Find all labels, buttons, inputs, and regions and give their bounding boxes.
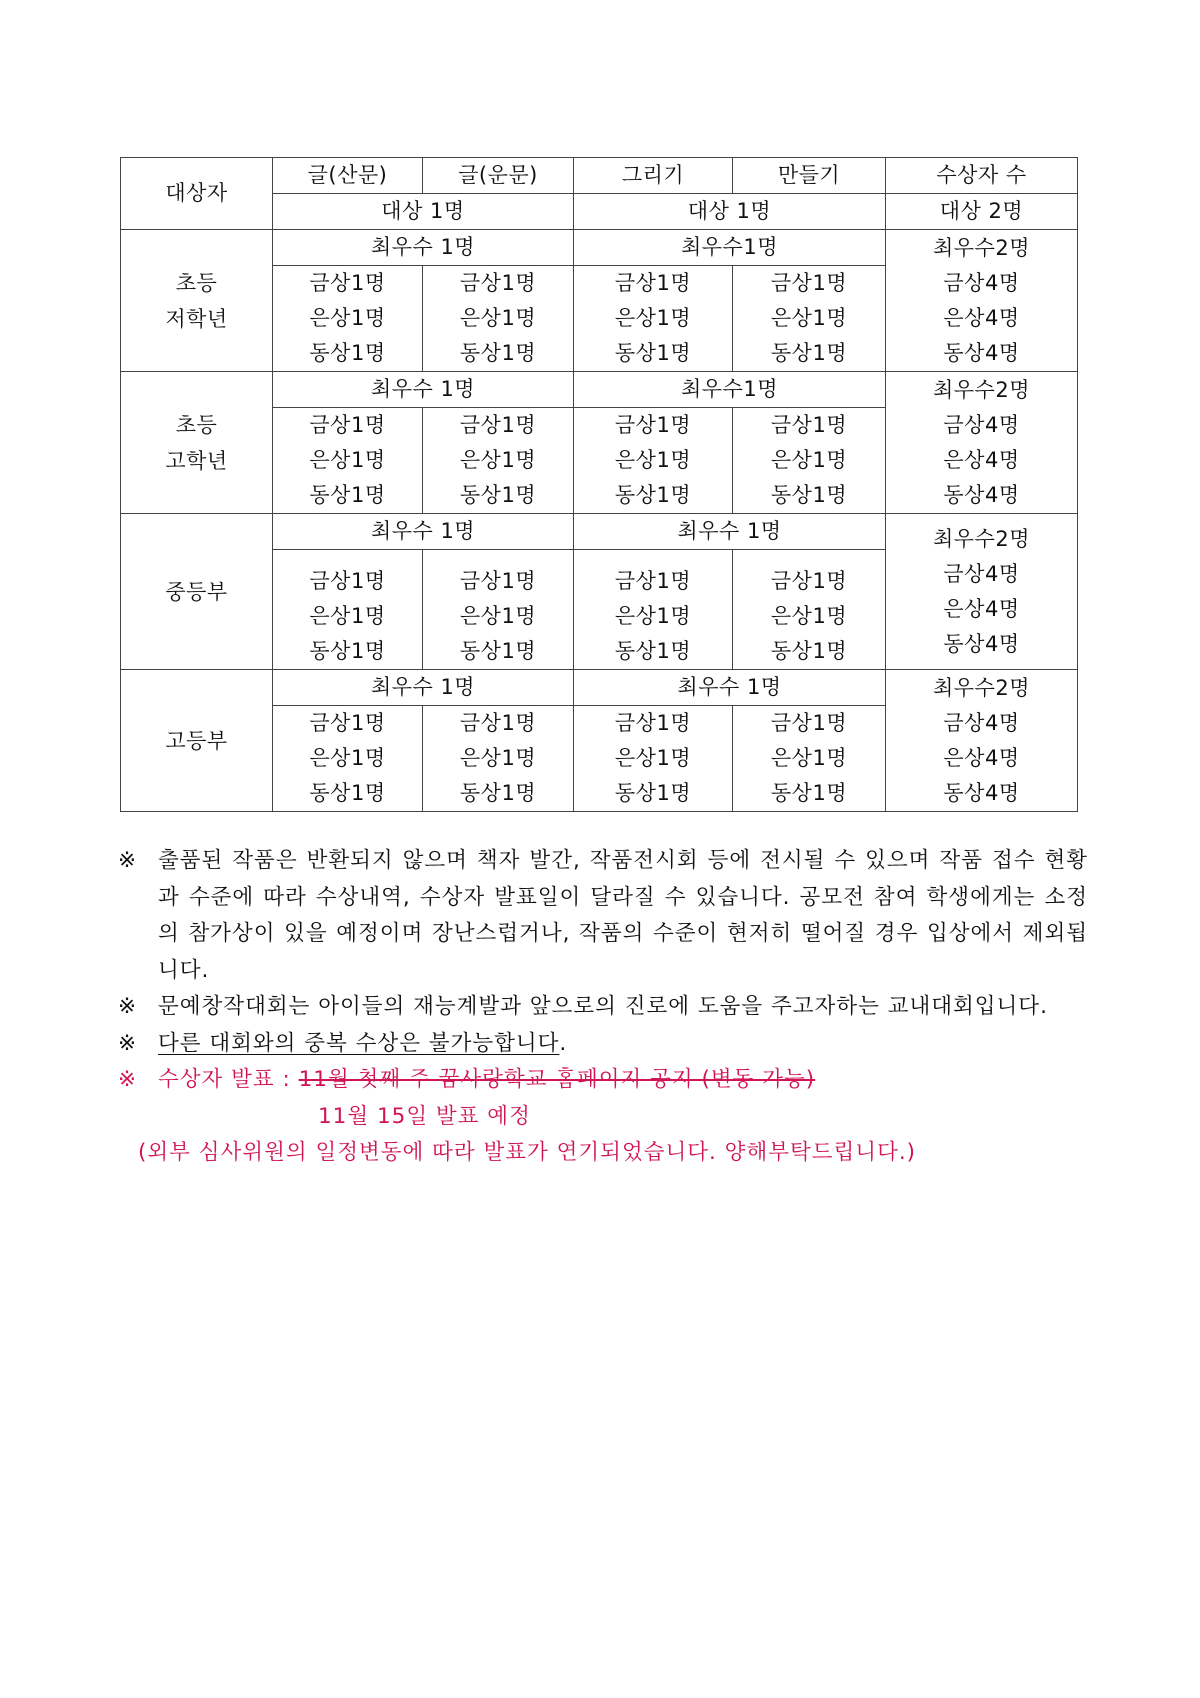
group-totals xyxy=(886,230,1078,372)
award-cell: 은상1명 xyxy=(733,599,886,634)
col-header-making: 만들기 xyxy=(733,158,886,194)
group-total-line: 최우수2명 xyxy=(932,377,1030,402)
group-total-line: 동상4명 xyxy=(943,631,1020,656)
award-cell: 동상1명 xyxy=(273,336,423,372)
award-cell: 동상1명 xyxy=(273,634,423,670)
group-row-top xyxy=(121,514,1078,550)
award-cell: 동상1명 xyxy=(423,634,574,670)
announcement-old-date: 11월 첫째 주 꿈사랑학교 홈페이지 공지 (변동 가능) xyxy=(298,1067,816,1092)
group-total-line: 은상4명 xyxy=(943,305,1020,330)
award-cell: 금상1명 xyxy=(273,408,423,444)
note-1 xyxy=(118,843,1088,989)
award-cell: 동상1명 xyxy=(574,776,733,812)
group-row-top xyxy=(121,372,1078,408)
award-cell: 은상1명 xyxy=(574,599,733,634)
award-cell: 은상1명 xyxy=(574,301,733,336)
award-cell: 동상1명 xyxy=(574,336,733,372)
spacer-cell xyxy=(273,550,423,565)
top-award-art: 최우수1명 xyxy=(574,230,886,266)
award-cell: 동상1명 xyxy=(423,776,574,812)
group-name-line: 고학년 xyxy=(165,448,228,473)
award-cell: 금상1명 xyxy=(423,706,574,742)
note-2 xyxy=(118,989,1088,1026)
group-name xyxy=(121,230,273,372)
reference-mark: ※ xyxy=(118,994,138,1019)
spacer-cell xyxy=(574,550,733,565)
group-name-line: 초등 xyxy=(175,412,218,437)
spacer-cell xyxy=(423,550,574,565)
award-cell: 은상1명 xyxy=(423,443,574,478)
top-award-writing: 최우수 1명 xyxy=(273,514,574,550)
award-cell: 은상1명 xyxy=(733,741,886,776)
award-cell: 금상1명 xyxy=(574,564,733,599)
top-award-writing: 최우수 1명 xyxy=(273,670,574,706)
award-cell: 금상1명 xyxy=(423,408,574,444)
award-cell: 금상1명 xyxy=(273,564,423,599)
award-table xyxy=(120,157,1078,812)
group-total-line: 금상4명 xyxy=(943,412,1020,437)
award-cell: 동상1명 xyxy=(423,336,574,372)
award-cell: 금상1명 xyxy=(423,266,574,302)
note-3 xyxy=(118,1026,1088,1063)
grand-prize-writing: 대상 1명 xyxy=(273,194,574,230)
award-cell: 은상1명 xyxy=(273,301,423,336)
col-header-verse: 글(운문) xyxy=(423,158,574,194)
note-1-text: 출품된 작품은 반환되지 않으며 책자 발간, 작품전시회 등에 전시될 수 있으며 작품 접수 현황과 수준에 따라 수상내역, 수상자 발표일이 달라질 수 있습니다. 공모전 참여 학생에게는 소정의 참가상이 있을 예정이며 장난스럽거나, 작품의 수준이 현저히 떨어질 경우 입상에서 제외됩니다. xyxy=(158,848,1088,983)
group-total-line: 동상4명 xyxy=(943,482,1020,507)
reference-mark: ※ xyxy=(118,1030,138,1056)
award-cell: 금상1명 xyxy=(423,564,574,599)
award-cell: 은상1명 xyxy=(273,741,423,776)
award-cell: 동상1명 xyxy=(733,776,886,812)
award-cell: 금상1명 xyxy=(574,408,733,444)
group-totals xyxy=(886,514,1078,670)
group-total-line: 최우수2명 xyxy=(932,235,1030,260)
award-cell: 금상1명 xyxy=(733,266,886,302)
group-name xyxy=(121,514,273,670)
group-total-line: 금상4명 xyxy=(943,710,1020,735)
note-2-text: 문예창작대회는 아이들의 재능계발과 앞으로의 진로에 도움을 주고자하는 교내대회입니다. xyxy=(158,994,1048,1019)
award-cell: 은상1명 xyxy=(423,599,574,634)
award-cell: 금상1명 xyxy=(733,564,886,599)
top-award-art: 최우수1명 xyxy=(574,372,886,408)
award-cell: 은상1명 xyxy=(574,741,733,776)
award-table-body xyxy=(121,158,1078,812)
note-3-period: . xyxy=(559,1030,568,1056)
award-cell: 은상1명 xyxy=(273,443,423,478)
target-header: 대상자 xyxy=(121,158,273,230)
group-total-line: 동상4명 xyxy=(943,340,1020,365)
top-award-art: 최우수 1명 xyxy=(574,514,886,550)
group-name-line: 초등 xyxy=(175,270,218,295)
spacer-cell xyxy=(733,550,886,565)
group-row-top xyxy=(121,670,1078,706)
award-cell: 은상1명 xyxy=(273,599,423,634)
group-name xyxy=(121,670,273,812)
header-row-1 xyxy=(121,158,1078,194)
top-award-art: 최우수 1명 xyxy=(574,670,886,706)
top-award-writing: 최우수 1명 xyxy=(273,372,574,408)
award-cell: 동상1명 xyxy=(574,478,733,514)
group-total-line: 은상4명 xyxy=(943,596,1020,621)
award-cell: 은상1명 xyxy=(423,741,574,776)
group-totals xyxy=(886,670,1078,812)
award-cell: 은상1명 xyxy=(423,301,574,336)
award-cell: 동상1명 xyxy=(574,634,733,670)
group-name-line: 저학년 xyxy=(165,306,228,331)
note-3-line xyxy=(158,1026,1088,1063)
col-header-winner-count: 수상자 수 xyxy=(886,158,1078,194)
group-total-line: 은상4명 xyxy=(943,745,1020,770)
note-3-text: 다른 대회와의 중복 수상은 불가능합니다 xyxy=(158,1030,560,1056)
announcement-reason: (외부 심사위원의 일정변동에 따라 발표가 연기되었습니다. 양해부탁드립니다.) xyxy=(138,1140,917,1165)
group-name-line: 중등부 xyxy=(165,579,228,604)
col-header-drawing: 그리기 xyxy=(574,158,733,194)
award-cell: 금상1명 xyxy=(574,706,733,742)
note-4-line xyxy=(158,1062,1088,1099)
group-total-line: 은상4명 xyxy=(943,447,1020,472)
award-cell: 금상1명 xyxy=(273,706,423,742)
award-cell: 금상1명 xyxy=(574,266,733,302)
announcement-label: 수상자 발표 : xyxy=(158,1067,299,1092)
notes-section xyxy=(118,843,1088,1172)
col-header-prose: 글(산문) xyxy=(273,158,423,194)
grand-prize-total: 대상 2명 xyxy=(886,194,1078,230)
reference-mark: ※ xyxy=(118,848,138,873)
award-cell: 금상1명 xyxy=(733,408,886,444)
award-cell: 동상1명 xyxy=(273,776,423,812)
award-cell: 동상1명 xyxy=(423,478,574,514)
announcement-new-date: 11월 15일 발표 예정 xyxy=(318,1103,531,1129)
award-cell: 금상1명 xyxy=(273,266,423,302)
group-row-top xyxy=(121,230,1078,266)
note-4 xyxy=(118,1062,1088,1099)
award-cell: 동상1명 xyxy=(733,634,886,670)
group-name-line: 고등부 xyxy=(165,728,228,753)
group-total-line: 최우수2명 xyxy=(932,526,1030,551)
award-cell: 은상1명 xyxy=(733,301,886,336)
group-total-line: 최우수2명 xyxy=(932,675,1030,700)
award-cell: 은상1명 xyxy=(574,443,733,478)
group-totals xyxy=(886,372,1078,514)
group-total-line: 금상4명 xyxy=(943,270,1020,295)
top-award-writing: 최우수 1명 xyxy=(273,230,574,266)
award-cell: 은상1명 xyxy=(733,443,886,478)
group-total-line: 동상4명 xyxy=(943,780,1020,805)
award-cell: 동상1명 xyxy=(733,336,886,372)
reference-mark: ※ xyxy=(118,1067,138,1092)
group-total-line: 금상4명 xyxy=(943,561,1020,586)
grand-prize-art: 대상 1명 xyxy=(574,194,886,230)
award-cell: 동상1명 xyxy=(273,478,423,514)
award-cell: 동상1명 xyxy=(733,478,886,514)
group-name xyxy=(121,372,273,514)
award-cell: 금상1명 xyxy=(733,706,886,742)
